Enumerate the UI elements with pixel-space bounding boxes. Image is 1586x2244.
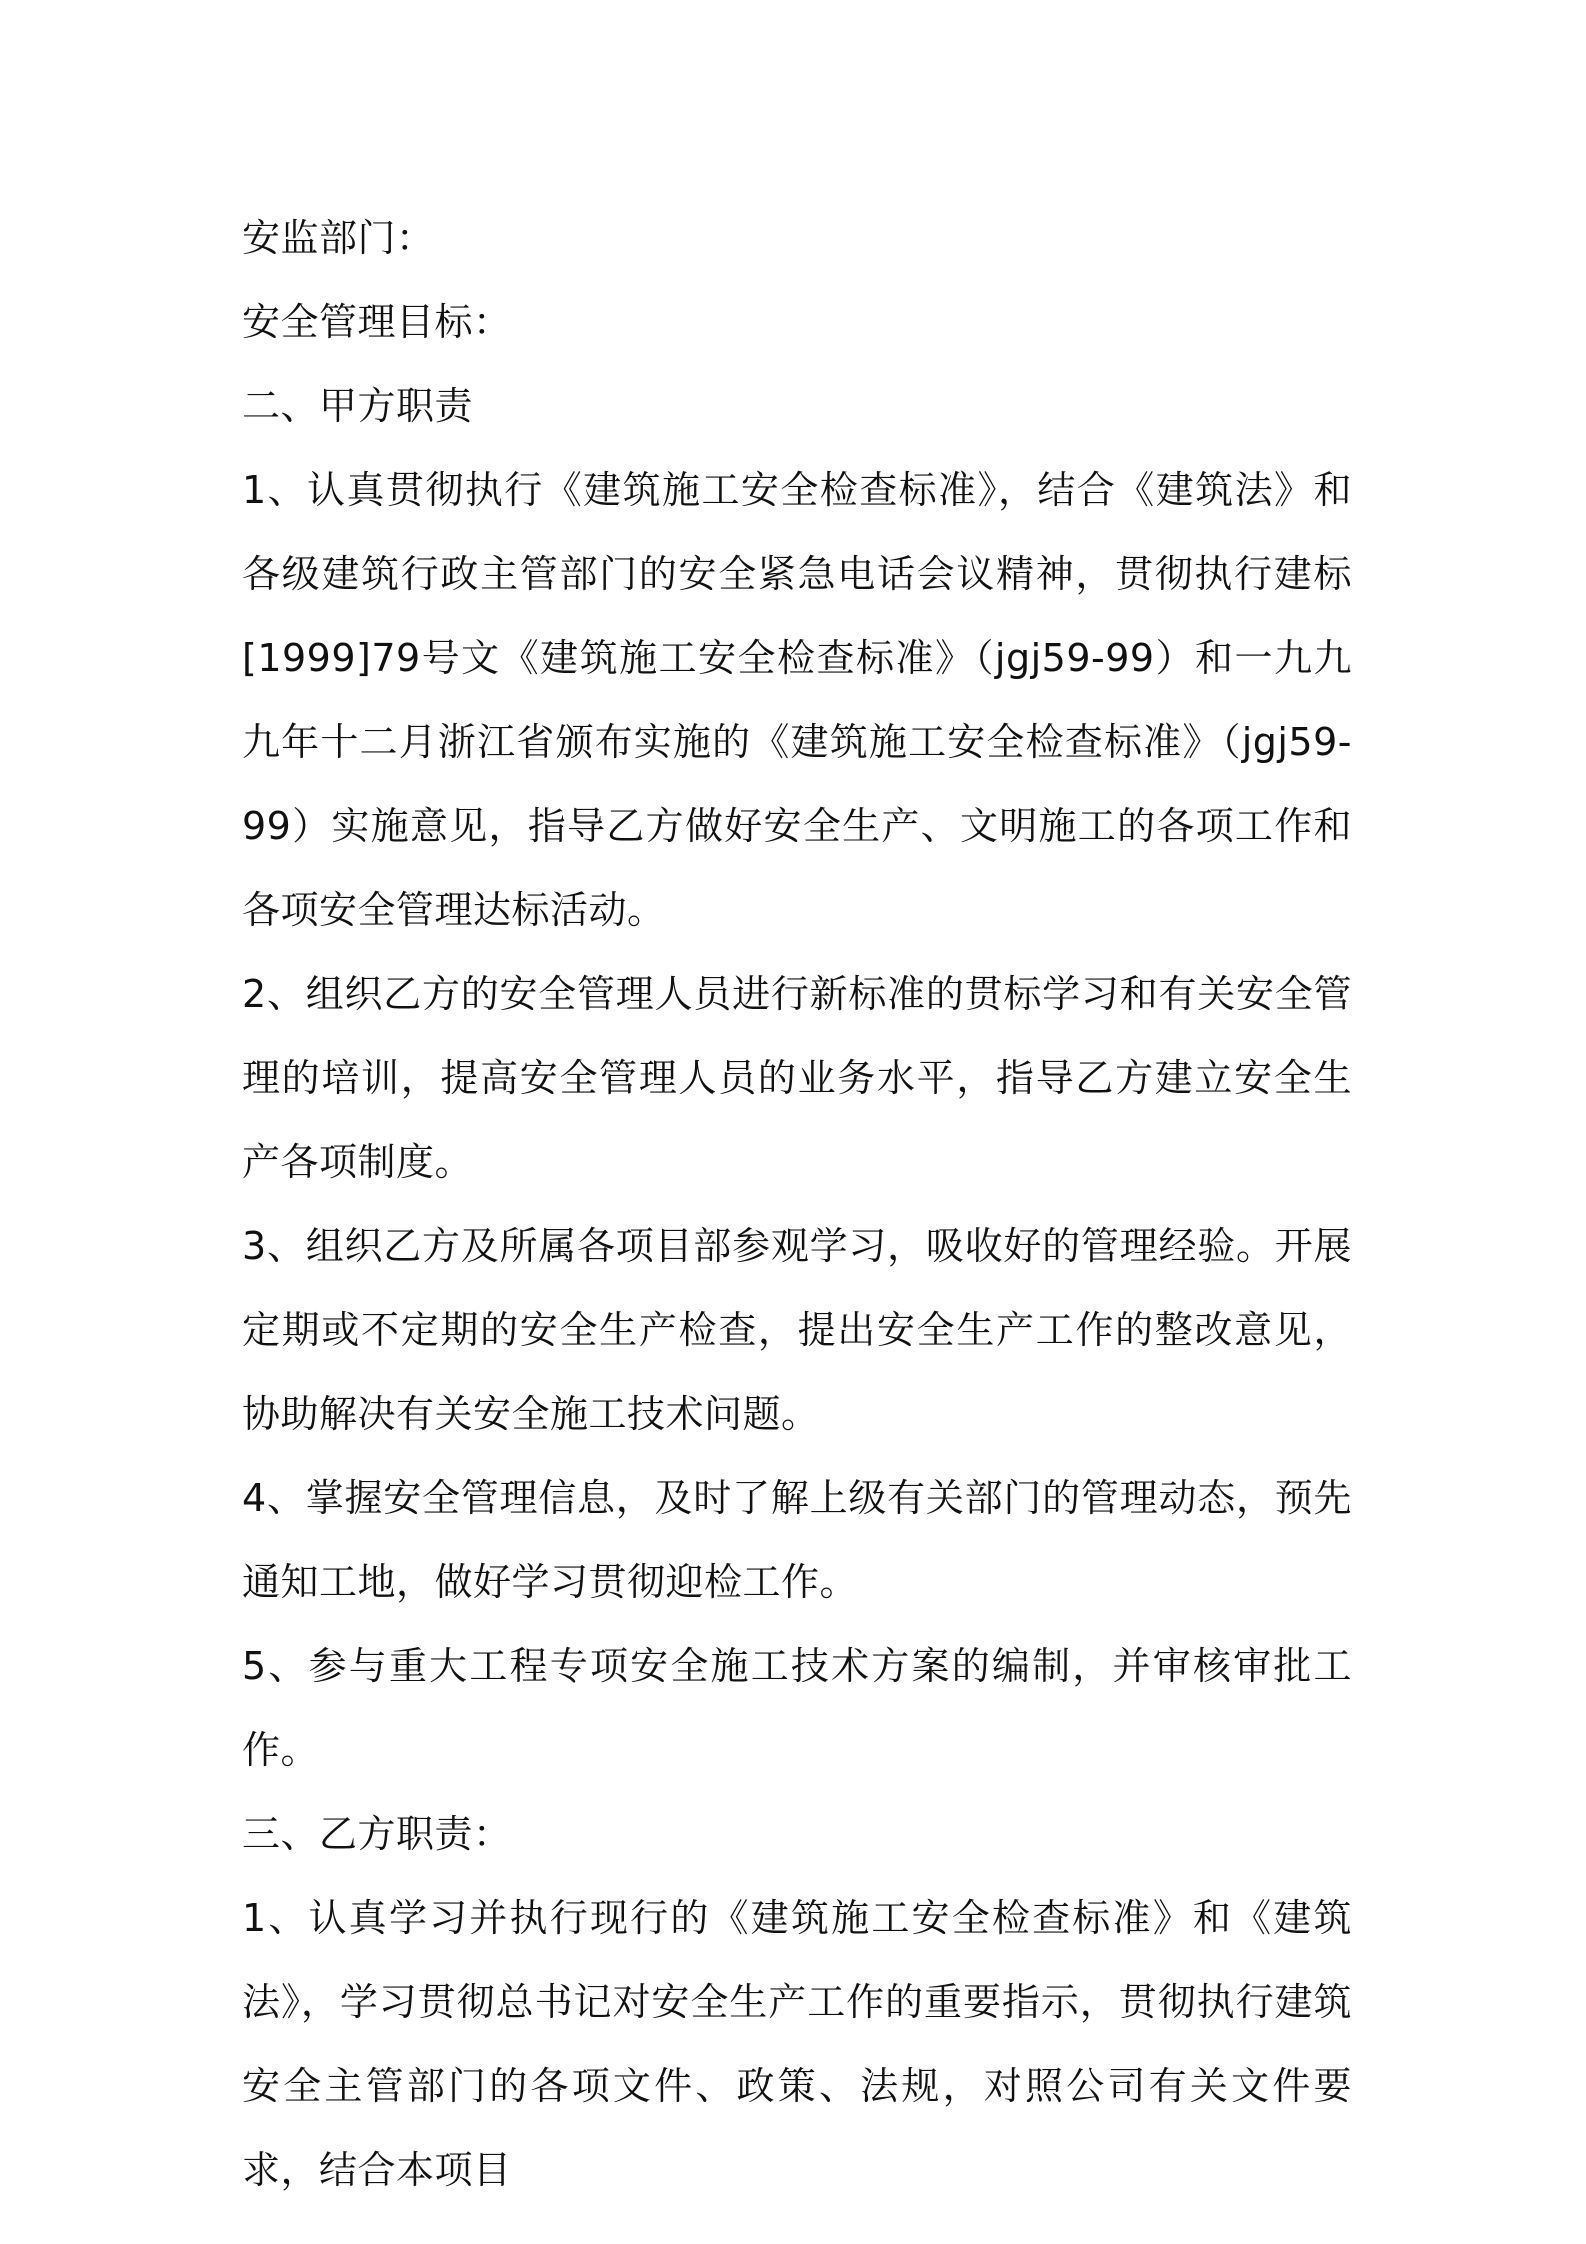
paragraph-safety-goal: 安全管理目标： (242, 300, 512, 344)
paragraph-party-a-item-1: 1、认真贯彻执行《建筑施工安全检查标准》，结合《建筑法》和各级建筑行政主管部门的安全紧急电话会议精神，贯彻执行建标[1999]79号文《建筑施工安全检查标准》（jgj59-99）和一九九九年十二月浙江省颁布实施的《建筑施工安全检查标准》（jgj59-99）实施意见，指导乙方做好安全生产、文明施工的各项工作和各项安全管理达标活动。 (242, 468, 1352, 932)
document-body (242, 196, 1352, 2212)
heading-party-a-duties: 二、甲方职责 (242, 384, 474, 428)
paragraph-party-a-item-3: 3、组织乙方及所属各项目部参观学习，吸收好的管理经验。开展定期或不定期的安全生产检查，提出安全生产工作的整改意见，协助解决有关安全施工技术问题。 (242, 1224, 1352, 1436)
paragraph-party-a-item-2: 2、组织乙方的安全管理人员进行新标准的贯标学习和有关安全管理的培训，提高安全管理人员的业务水平，指导乙方建立安全生产各项制度。 (242, 972, 1352, 1184)
paragraph-safety-dept: 安监部门： (242, 216, 435, 260)
paragraph-party-b-item-1: 1、认真学习并执行现行的《建筑施工安全检查标准》和《建筑法》，学习贯彻总书记对安全生产工作的重要指示，贯彻执行建筑安全主管部门的各项文件、政策、法规，对照公司有关文件要求，结合本项目 (242, 1896, 1352, 2192)
heading-party-b-duties: 三、乙方职责： (242, 1812, 512, 1856)
paragraph-party-a-item-4: 4、掌握安全管理信息，及时了解上级有关部门的管理动态，预先通知工地，做好学习贯彻迎检工作。 (242, 1476, 1352, 1604)
paragraph-party-a-item-5: 5、参与重大工程专项安全施工技术方案的编制，并审核审批工作。 (242, 1644, 1352, 1772)
